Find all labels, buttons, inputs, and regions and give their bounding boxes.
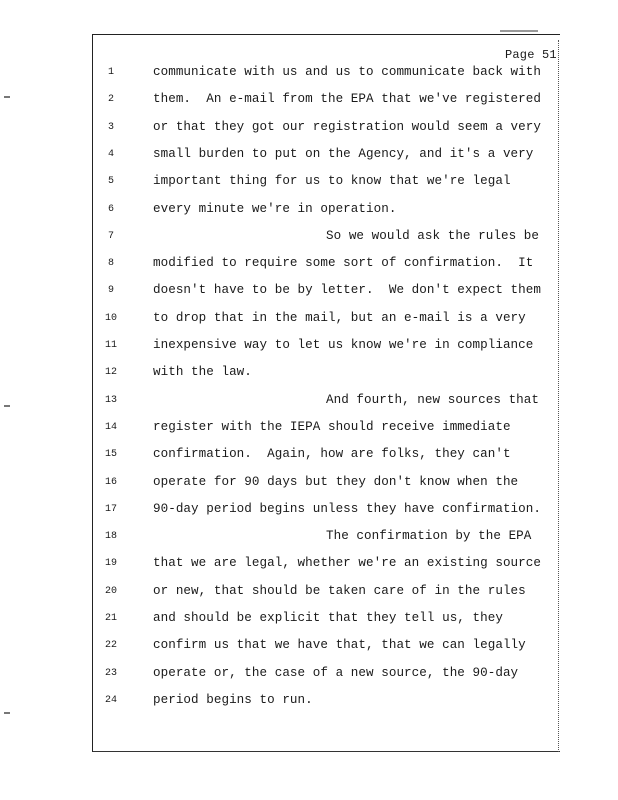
line-text: register with the IEPA should receive immediate [153, 419, 511, 434]
line-number: 8 [107, 258, 114, 270]
line-text: confirmation. Again, how are folks, they can't [153, 447, 511, 462]
line-text: and should be explicit that they tell us, they [153, 611, 503, 625]
line-number: 20 [104, 585, 117, 597]
line-number: 5 [107, 176, 114, 188]
line-text: The confirmation by the EPA [326, 529, 532, 544]
line-number: 4 [107, 148, 114, 160]
transcript-line [0, 338, 618, 358]
transcript-line [0, 584, 618, 604]
transcript-line [0, 393, 618, 413]
line-number: 12 [104, 367, 117, 379]
transcript-line [0, 147, 618, 167]
line-text: important thing for us to know that we're legal [153, 174, 511, 189]
line-number: 16 [104, 476, 117, 488]
transcript-line [0, 693, 618, 713]
transcript-line [0, 256, 618, 276]
transcript-line [0, 447, 618, 467]
line-text: inexpensive way to let us know we're in compliance [153, 338, 534, 352]
line-text: modified to require some sort of confirmation. It [153, 256, 534, 271]
line-text: to drop that in the mail, but an e-mail is a very [153, 310, 526, 325]
line-text: communicate with us and us to communicate back with [153, 65, 541, 79]
line-text: or that they got our registration would seem a very [153, 119, 541, 134]
line-text: operate or, the case of a new source, the 90-day [153, 665, 519, 680]
transcript-line [0, 611, 618, 631]
line-number: 7 [107, 230, 114, 242]
line-number: 10 [104, 312, 117, 324]
transcript-line [0, 638, 618, 658]
line-number: 24 [104, 694, 117, 706]
transcript-line [0, 65, 618, 85]
transcript-line [0, 556, 618, 576]
line-number: 9 [107, 285, 114, 297]
transcript-line [0, 666, 618, 686]
line-number: 21 [104, 613, 117, 624]
line-number: 14 [104, 421, 117, 433]
line-number: 2 [107, 94, 114, 106]
line-text: or new, that should be taken care of in the rules [153, 583, 526, 598]
transcript-line [0, 283, 618, 303]
line-text: doesn't have to be by letter. We don't expect them [153, 283, 541, 298]
line-text: with the law. [153, 365, 252, 380]
transcript-line [0, 502, 618, 522]
transcript-line [0, 475, 618, 495]
line-number: 1 [107, 67, 114, 78]
transcript-line [0, 120, 618, 140]
line-number: 18 [104, 531, 117, 543]
transcript-line [0, 202, 618, 222]
line-number: 22 [104, 640, 117, 652]
transcript-line [0, 420, 618, 440]
line-number: 13 [104, 394, 117, 406]
line-number: 15 [104, 449, 117, 461]
transcript-line [0, 365, 618, 385]
line-text: And fourth, new sources that [326, 392, 540, 407]
transcript-line [0, 529, 618, 549]
line-number: 17 [104, 503, 117, 515]
transcript-line [0, 174, 618, 194]
scan-mark [500, 30, 538, 32]
line-text: them. An e-mail from the EPA that we've registered [153, 92, 541, 107]
line-number: 23 [104, 667, 117, 679]
line-text: period begins to run. [153, 692, 313, 707]
line-text: So we would ask the rules be [326, 228, 540, 243]
transcript-line [0, 92, 618, 112]
line-number: 19 [104, 558, 117, 570]
transcript-line [0, 311, 618, 331]
line-text: that we are legal, whether we're an existing source [153, 556, 541, 571]
line-text: 90-day period begins unless they have confirmation. [153, 501, 541, 516]
line-text: operate for 90 days but they don't know when the [153, 474, 519, 489]
line-number: 6 [107, 203, 114, 215]
line-number: 3 [107, 121, 114, 133]
page-number: Page 51 [505, 48, 557, 62]
line-text: small burden to put on the Agency, and it's a very [153, 146, 534, 161]
line-number: 11 [104, 340, 117, 351]
line-text: confirm us that we have that, that we can legally [153, 638, 526, 653]
line-text: every minute we're in operation. [153, 201, 397, 216]
transcript-line [0, 229, 618, 249]
